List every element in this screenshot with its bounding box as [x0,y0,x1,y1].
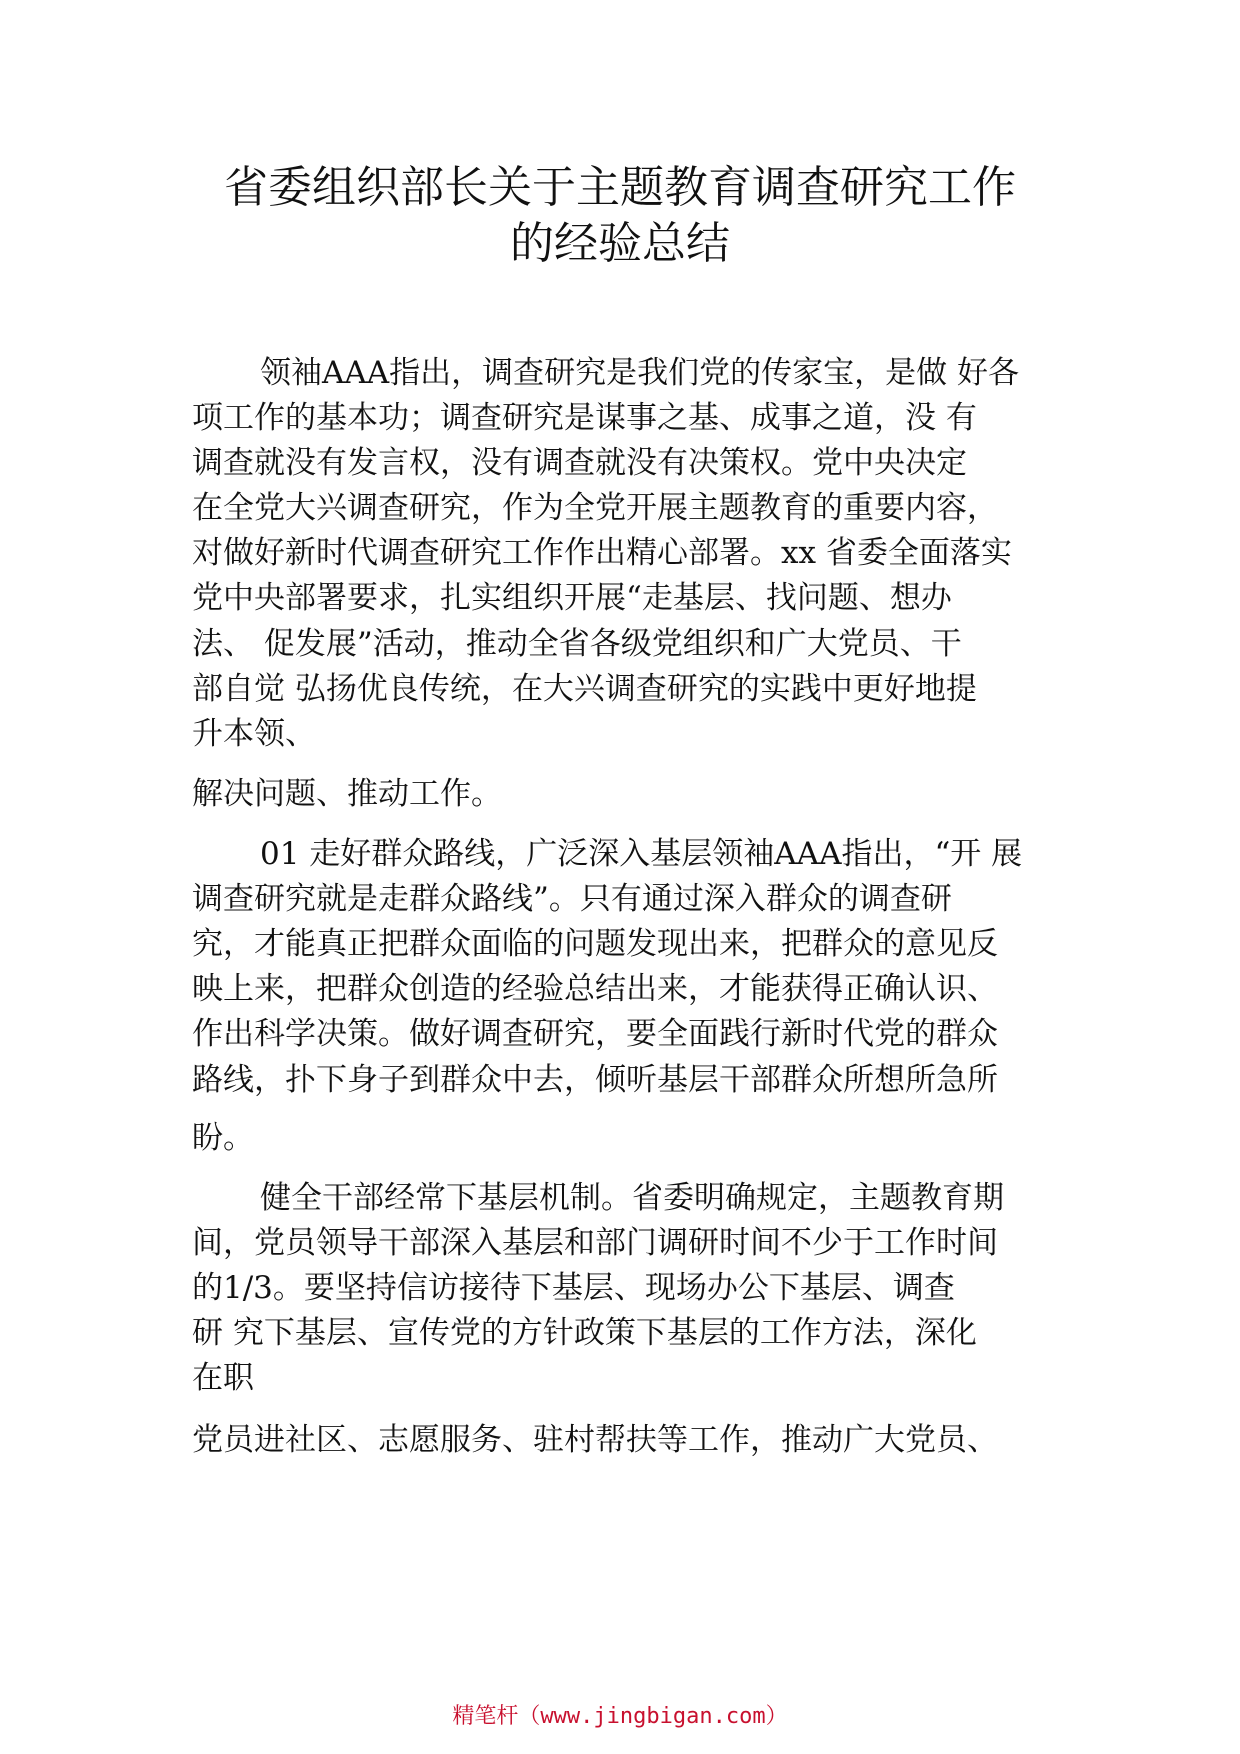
body-line-4: 在全党大兴调查研究，作为全党开展主题教育的重要内容， [192,490,998,526]
footer-watermark: 精笔杆（www.jingbigan.com） [452,1704,788,1729]
body-line-5: 对做好新时代调查研究工作作出精心部署。xx 省委全面落实 [192,535,1012,571]
body-line-20: 的1/3。要坚持信访接待下基层、现场办公下基层、调查 [192,1270,955,1306]
page-title-line-2: 的经验总结 [510,218,730,269]
body-line-19: 间，党员领导干部深入基层和部门调研时间不少于工作时间 [192,1225,998,1261]
body-line-8: 部自觉 弘扬优良传统，在大兴调查研究的实践中更好地提 [192,671,977,707]
body-line-6: 党中央部署要求，扎实组织开展“走基层、找问题、想办 [192,580,952,616]
body-line-14: 映上来，把群众创造的经验总结出来，才能获得正确认识、 [192,971,998,1007]
body-line-2: 项工作的基本功；调查研究是谋事之基、成事之道，没 有 [192,400,977,436]
body-line-23: 党员进社区、志愿服务、驻村帮扶等工作，推动广大党员、 [192,1422,998,1458]
body-line-11: 01 走好群众路线，广泛深入基层领袖AAA指出，“开 展 [260,836,1023,872]
body-line-13: 究，才能真正把群众面临的问题发现出来，把群众的意见反 [192,926,998,962]
page-title-line-1: 省委组织部长关于主题教育调查研究工作 [224,162,1016,213]
body-line-7: 法、 促发展”活动，推动全省各级党组织和广大党员、干 [192,626,962,662]
body-line-15: 作出科学决策。做好调查研究，要全面践行新时代党的群众 [192,1016,998,1052]
body-line-10: 解决问题、推动工作。 [192,776,502,812]
body-line-16: 路线，扑下身子到群众中去，倾听基层干部群众所想所急所 [192,1062,998,1098]
body-line-12: 调查研究就是走群众路线”。只有通过深入群众的调查研 [192,881,952,917]
body-line-9: 升本领、 [192,716,316,752]
body-line-17: 盼。 [192,1120,254,1156]
body-line-21: 研 究下基层、宣传党的方针政策下基层的工作方法，深化 [192,1315,977,1351]
body-line-22: 在职 [192,1360,254,1396]
body-line-3: 调查就没有发言权，没有调查就没有决策权。党中央决定 [192,445,967,481]
body-line-1: 领袖AAA指出，调查研究是我们党的传家宝，是做 好各 [260,355,1020,391]
body-line-18: 健全干部经常下基层机制。省委明确规定，主题教育期 [260,1180,1004,1216]
